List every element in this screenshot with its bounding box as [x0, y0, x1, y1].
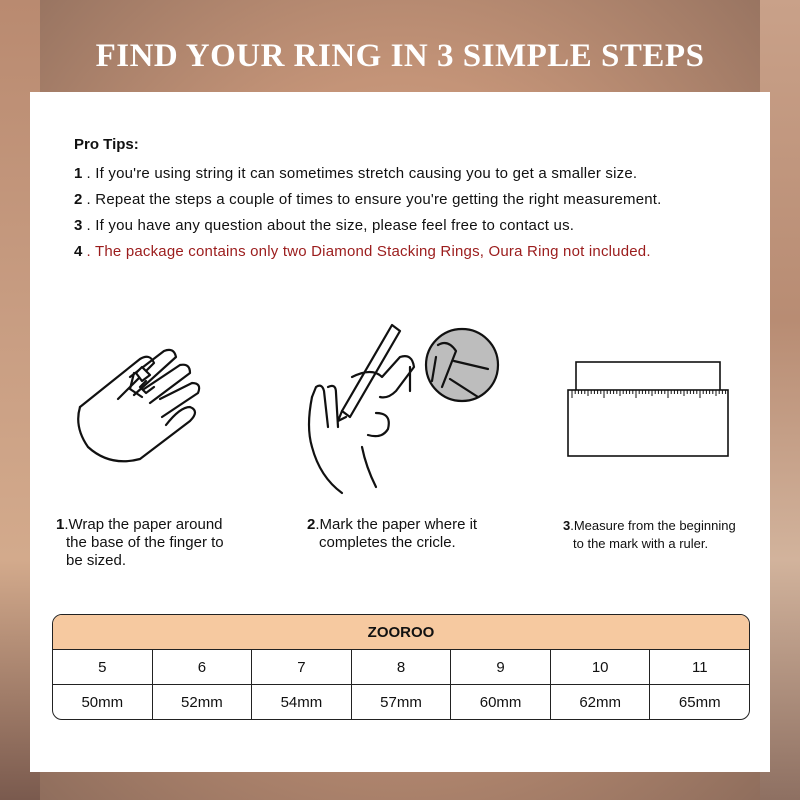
- step-text: completes the cricle.: [319, 534, 456, 551]
- pro-tips-heading: Pro Tips:: [74, 136, 139, 153]
- content-panel: [30, 92, 770, 772]
- tip-number: 2: [74, 191, 83, 208]
- ring-size-cell: 5: [53, 650, 153, 684]
- ring-size-cell: 6: [153, 650, 253, 684]
- size-chart-brand: ZOOROO: [53, 615, 749, 650]
- tip-number: 4: [74, 243, 83, 260]
- ring-size-cell: 9: [451, 650, 551, 684]
- step-number: 2: [307, 516, 316, 533]
- step-number: 3: [563, 518, 571, 533]
- tip-text: . Repeat the steps a couple of times to ensure you're getting the right measurement.: [86, 191, 662, 208]
- step-text: the base of the finger to: [66, 534, 224, 551]
- tip-item: [74, 161, 754, 187]
- size-chart-table: [52, 614, 750, 720]
- ring-mm-cell: 60mm: [451, 685, 551, 719]
- ring-mm-cell: 62mm: [551, 685, 651, 719]
- step-text: be sized.: [66, 552, 127, 569]
- step-2-caption: [307, 516, 477, 552]
- step-3-caption: [563, 517, 736, 553]
- tip-number: 1: [74, 165, 83, 182]
- ruler-icon: [566, 360, 732, 460]
- ring-size-cell: 10: [551, 650, 651, 684]
- step-1-caption: [56, 516, 224, 570]
- step-text: .Wrap the paper around: [64, 516, 223, 533]
- page-title: FIND YOUR RING IN 3 SIMPLE STEPS: [95, 37, 705, 74]
- step-number: 1: [56, 516, 65, 533]
- ring-mm-cell: 57mm: [352, 685, 452, 719]
- ring-mm-cell: 54mm: [252, 685, 352, 719]
- title-banner: [0, 20, 800, 92]
- ring-size-cell: 8: [352, 650, 452, 684]
- tip-item: [74, 213, 754, 239]
- ring-mm-cell: 52mm: [153, 685, 253, 719]
- tip-text: . If you have any question about the size, please feel free to contact us.: [86, 217, 575, 234]
- ring-mm-row: [53, 685, 749, 719]
- tip-number: 3: [74, 217, 83, 234]
- pro-tips: [74, 136, 754, 265]
- hand-pen-mark-icon: [292, 317, 502, 497]
- ring-mm-cell: 50mm: [53, 685, 153, 719]
- ring-size-row: [53, 650, 749, 685]
- hand-wrap-icon: [70, 337, 220, 487]
- tip-text: . If you're using string it can sometimes stretch causing you to get a smaller size.: [86, 165, 638, 182]
- step-text: to the mark with a ruler.: [573, 536, 709, 551]
- ring-size-cell: 11: [691, 658, 708, 676]
- tip-item: [74, 187, 754, 213]
- ring-mm-cell: 65mm: [678, 693, 721, 711]
- step-text: .Measure from the beginning: [570, 518, 736, 533]
- step-text: .Mark the paper where it: [315, 516, 478, 533]
- ring-size-cell: 7: [252, 650, 352, 684]
- tip-item-warning: [74, 239, 754, 265]
- tip-text: . The package contains only two Diamond Stacking Rings, Oura Ring not included.: [86, 243, 651, 260]
